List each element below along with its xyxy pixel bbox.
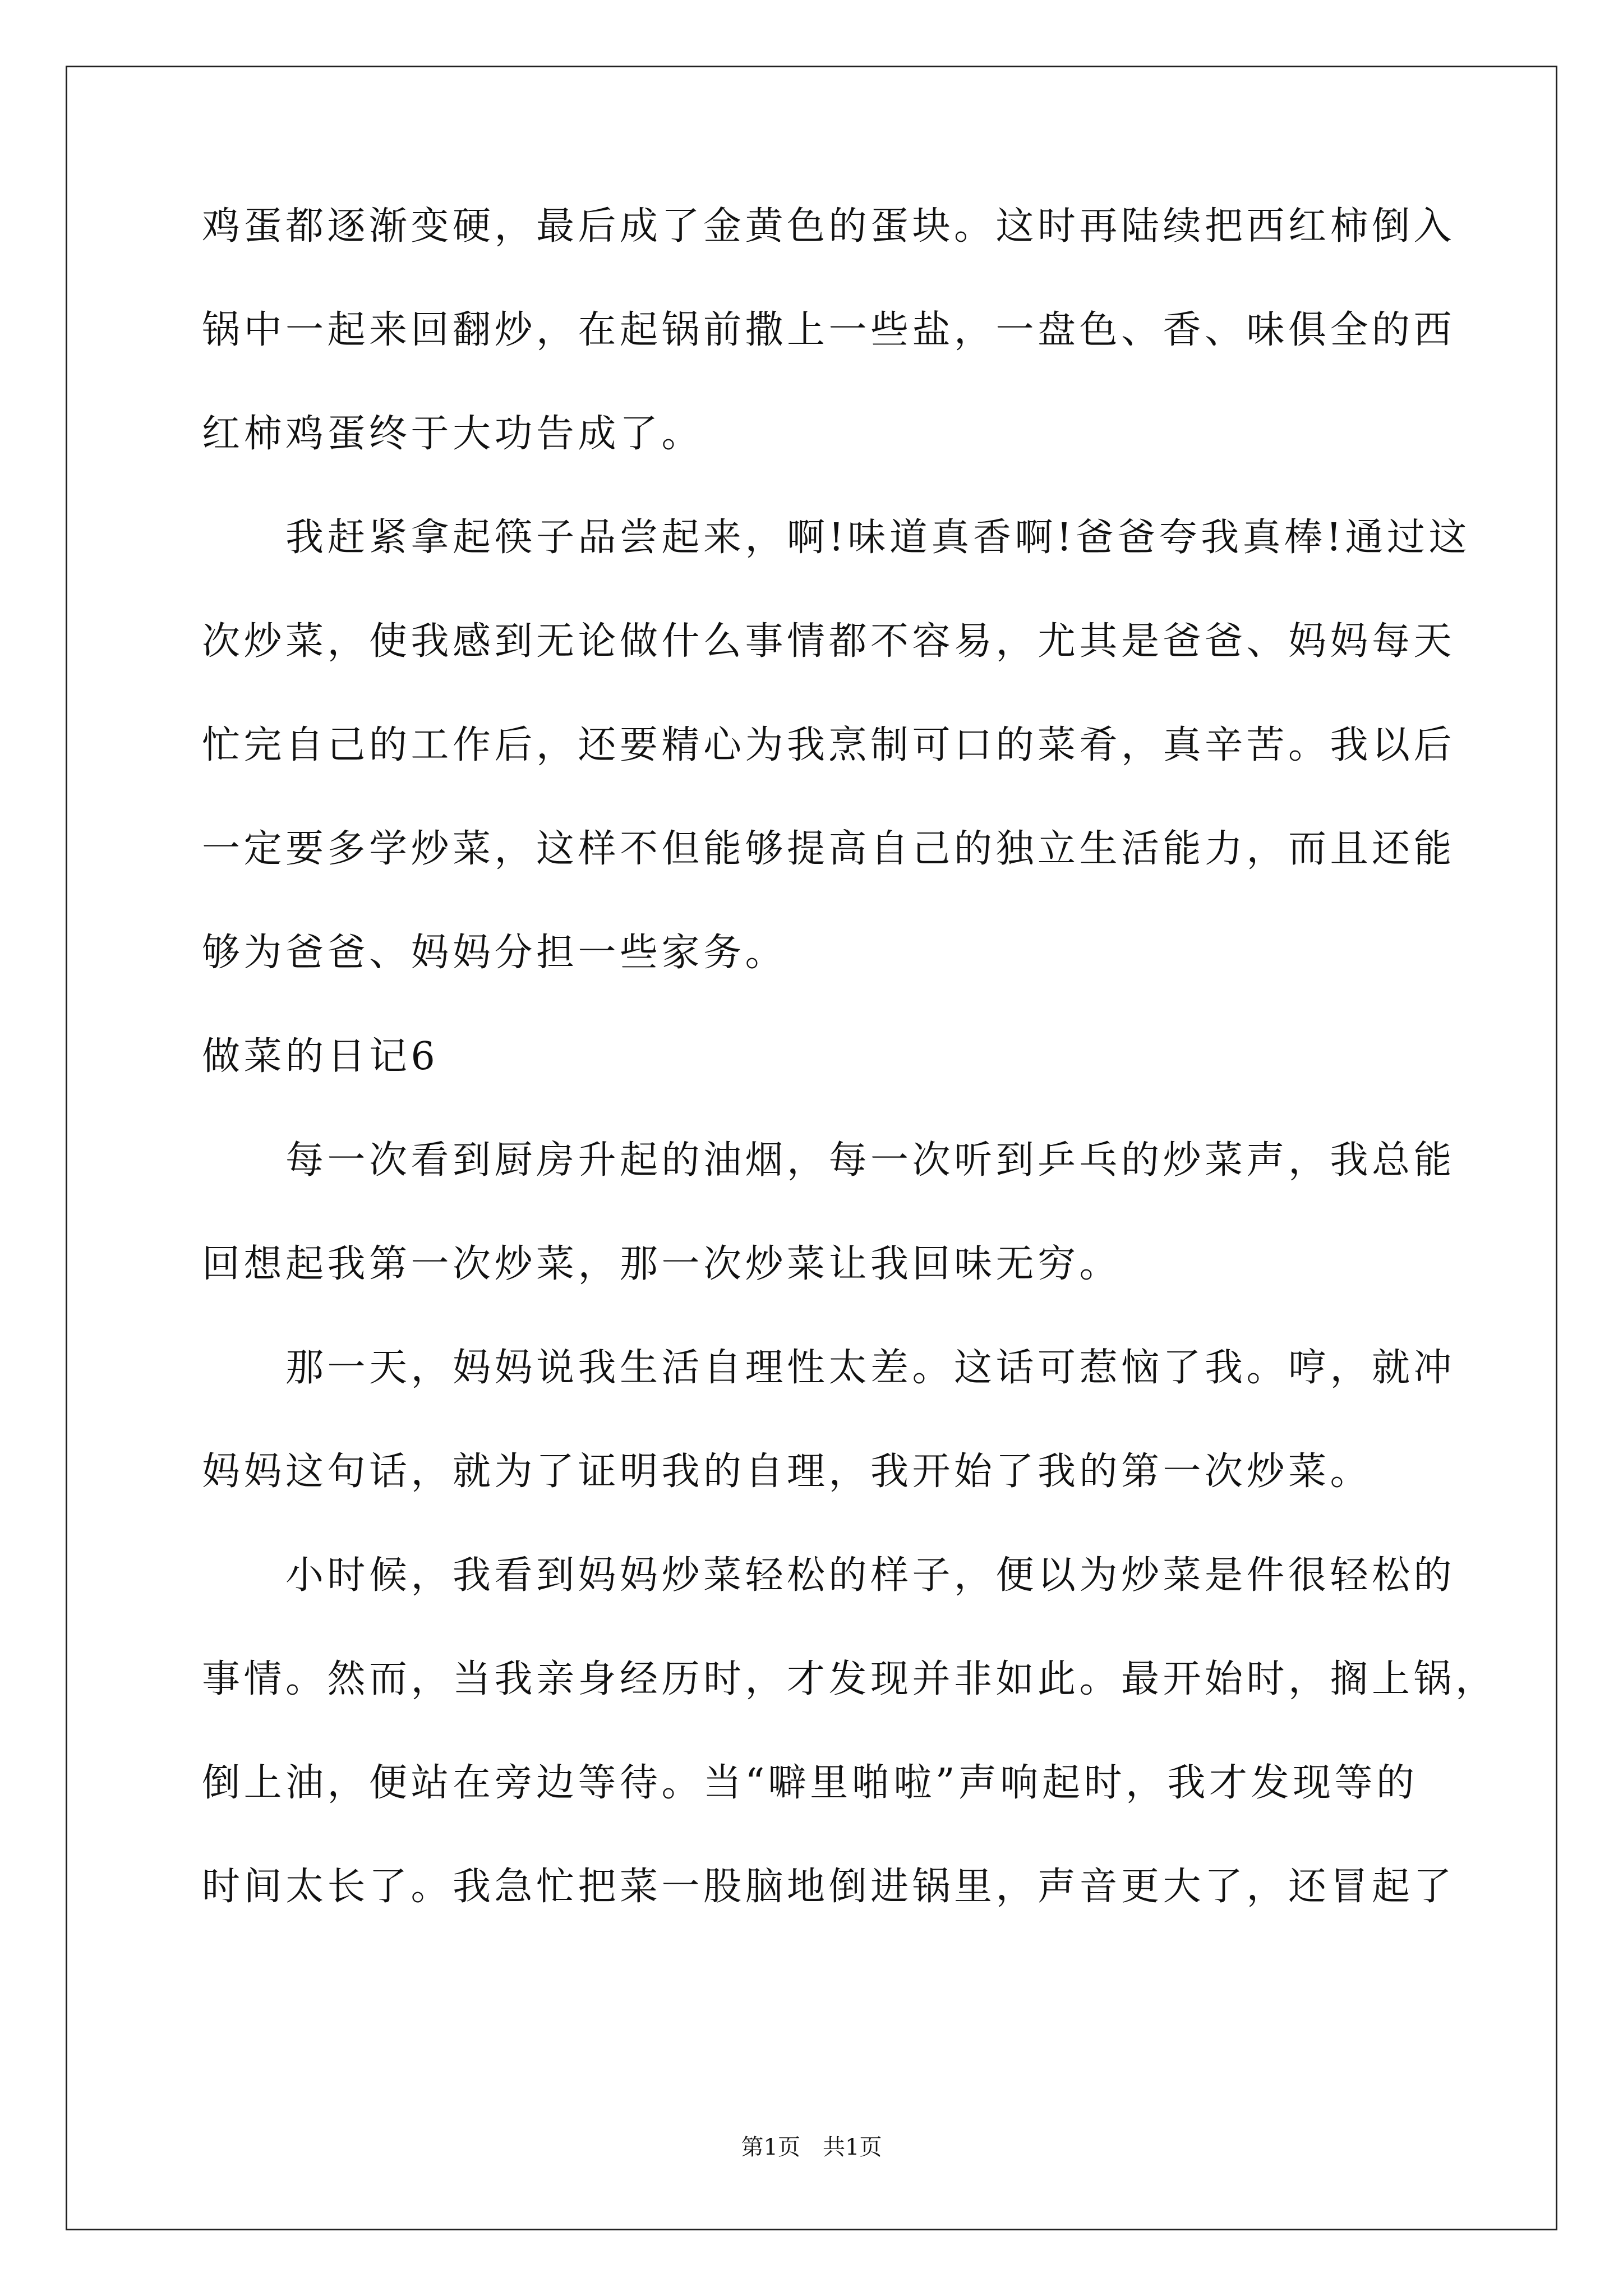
text-line: 事情。然而，当我亲身经历时，才发现并非如此。最开始时，搁上锅， xyxy=(202,1657,1497,1701)
page-footer: 第1页 共1页 xyxy=(741,2134,882,2160)
text-line: 那一天，妈妈说我生活自理性太差。这话可惹恼了我。哼，就冲 xyxy=(202,1346,1456,1390)
text-line: 时间太长了。我急忙把菜一股脑地倒进锅里，声音更大了，还冒起了 xyxy=(202,1865,1456,1909)
text-line: 小时候，我看到妈妈炒菜轻松的样子，便以为炒菜是件很轻松的 xyxy=(202,1553,1456,1598)
text-line: 一定要多学炒菜，这样不但能够提高自己的独立生活能力，而且还能 xyxy=(202,827,1456,871)
text-line: 红柿鸡蛋终于大功告成了。 xyxy=(202,412,704,456)
text-line: 鸡蛋都逐渐变硬，最后成了金黄色的蛋块。这时再陆续把西红柿倒入 xyxy=(202,204,1456,249)
text-line: 每一次看到厨房升起的油烟，每一次听到乒乓的炒菜声，我总能 xyxy=(202,1138,1456,1182)
section-heading: 做菜的日记6 xyxy=(202,1034,439,1079)
text-line: 我赶紧拿起筷子品尝起来，啊!味道真香啊!爸爸夸我真棒!通过这 xyxy=(202,516,1470,560)
text-line: 回想起我第一次炒菜，那一次炒菜让我回味无穷。 xyxy=(202,1242,1122,1286)
text-line: 妈妈这句话，就为了证明我的自理，我开始了我的第一次炒菜。 xyxy=(202,1450,1372,1494)
text-line: 锅中一起来回翻炒，在起锅前撒上一些盐，一盘色、香、味俱全的西 xyxy=(202,308,1456,352)
text-line: 次炒菜，使我感到无论做什么事情都不容易，尤其是爸爸、妈妈每天 xyxy=(202,619,1456,664)
text-line: 忙完自己的工作后，还要精心为我烹制可口的菜肴，真辛苦。我以后 xyxy=(202,723,1456,767)
text-line: 够为爸爸、妈妈分担一些家务。 xyxy=(202,931,787,975)
text-line: 倒上油，便站在旁边等待。当“噼里啪啦”声响起时，我才发现等的 xyxy=(202,1761,1418,1805)
